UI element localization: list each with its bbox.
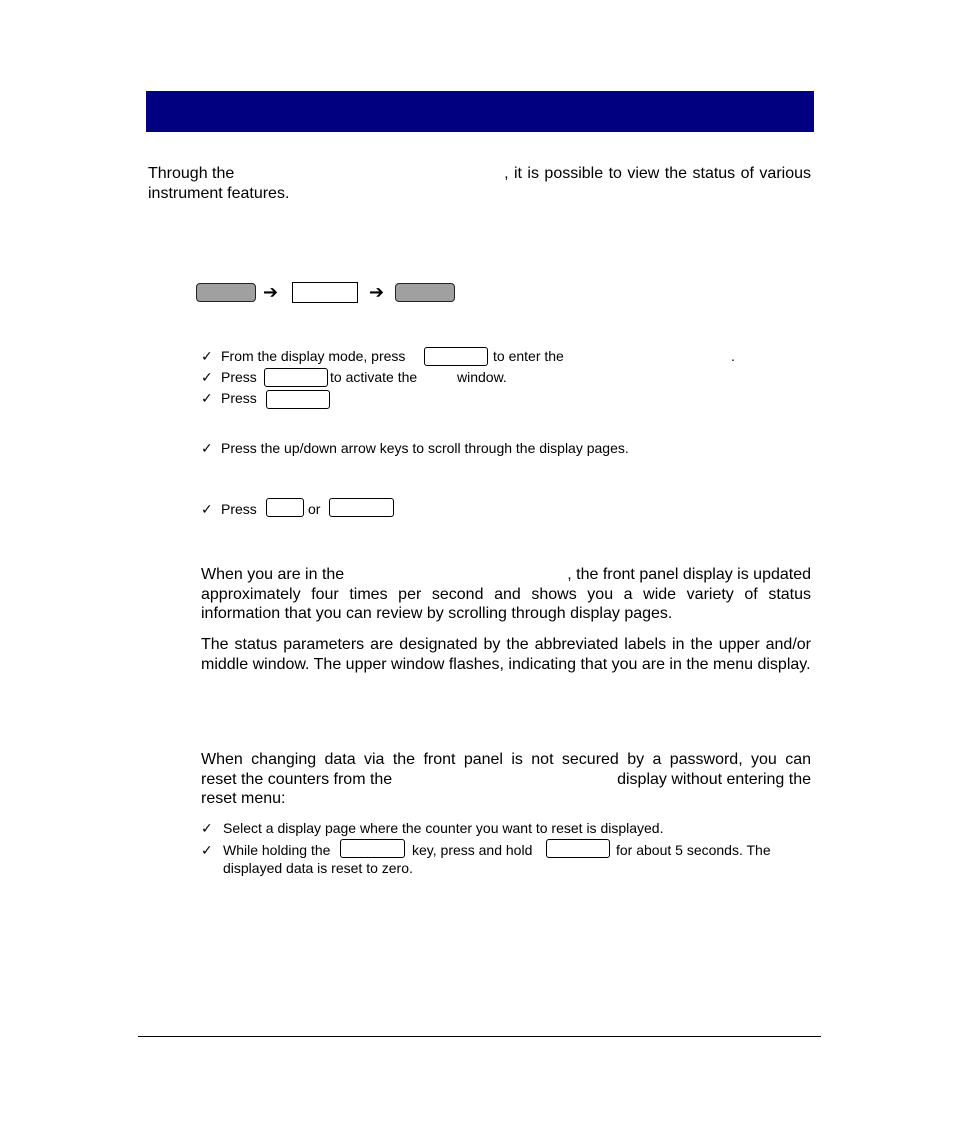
section-header-banner — [146, 91, 814, 132]
step-text: Press the up/down arrow keys to scroll through the display pages. — [221, 440, 629, 456]
hold-key[interactable] — [340, 839, 405, 858]
escape-key[interactable] — [266, 498, 304, 517]
para-text: reset menu: — [201, 790, 286, 807]
check-icon: ✓ — [201, 390, 213, 406]
enter-key[interactable] — [266, 390, 330, 409]
step-text: displayed data is reset to zero. — [223, 860, 413, 876]
intro-lead: Through the — [148, 165, 235, 182]
list-item — [201, 842, 771, 876]
step-text: Select a display page where the counter you want to reset is displayed. — [223, 820, 664, 836]
para-text: , the front panel display is updated — [567, 566, 811, 583]
check-icon: ✓ — [201, 348, 213, 364]
check-icon: ✓ — [201, 440, 213, 456]
step-text: to activate the — [330, 369, 418, 385]
reset-key[interactable] — [546, 839, 610, 858]
enter-key-button[interactable] — [395, 283, 455, 302]
intro-paragraph — [148, 164, 811, 203]
reset-counters-paragraph — [201, 750, 811, 809]
step-text: . — [731, 348, 735, 364]
footer-divider — [138, 1036, 821, 1037]
arrow-right-icon: ➔ — [369, 282, 385, 302]
step-text: or — [308, 501, 321, 517]
para-line — [201, 565, 811, 585]
list-item — [201, 820, 664, 837]
intro-line2: instrument features. — [148, 184, 290, 202]
display-menu-key[interactable] — [292, 282, 358, 303]
list-item — [201, 369, 507, 386]
display-key[interactable] — [329, 498, 394, 517]
arrow-right-icon: ➔ — [263, 282, 279, 302]
step-text: Press — [221, 390, 257, 406]
step-text: Press — [221, 369, 257, 385]
check-icon: ✓ — [201, 369, 213, 385]
step-text: Press — [221, 501, 257, 517]
para-text: When you are in the — [201, 566, 345, 583]
para-text: display without entering the — [617, 770, 811, 788]
list-item — [201, 501, 321, 518]
list-item — [201, 348, 735, 365]
menu-key[interactable] — [424, 347, 488, 366]
list-item — [201, 440, 629, 457]
menu-key-button[interactable] — [196, 283, 256, 302]
check-icon: ✓ — [201, 501, 213, 517]
list-item — [201, 390, 257, 407]
intro-tail: , it is possible to view the status of various — [504, 165, 811, 182]
step-text: window. — [457, 369, 507, 385]
step-text: to enter the — [493, 348, 564, 364]
check-icon: ✓ — [201, 842, 213, 858]
para-text: approximately four times per second and shows you a wide variety of status information that you can review by scrolling through display pages. — [201, 585, 811, 622]
para-text: reset the counters from the — [201, 770, 393, 788]
check-icon: ✓ — [201, 820, 213, 836]
step-text: for about 5 seconds. The — [616, 842, 771, 858]
step-text: From the display mode, press — [221, 348, 406, 364]
step-text: key, press and hold — [412, 842, 533, 858]
select-key[interactable] — [264, 368, 328, 387]
step-text: While holding the — [223, 842, 331, 858]
status-parameters-paragraph: The status parameters are designated by the abbreviated labels in the upper and/or middle window. The upper window flashes, indicating that you are in the menu display. — [201, 636, 811, 673]
menu-display-paragraph — [201, 565, 811, 624]
para-text: When changing data via the front panel is not secured by a password, you can — [201, 751, 811, 768]
